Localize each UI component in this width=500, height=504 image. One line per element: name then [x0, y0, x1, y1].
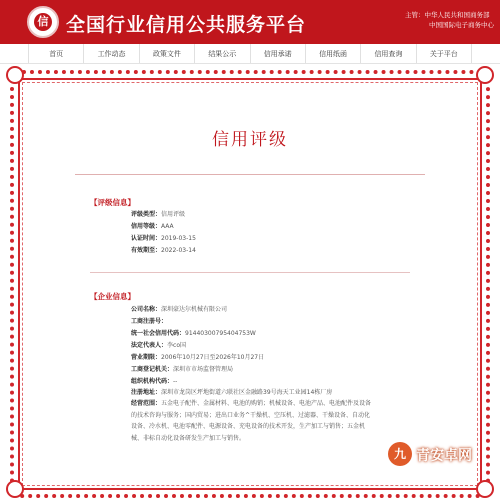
nav-item-query[interactable]: 信用查询 — [360, 44, 415, 63]
section-divider — [90, 272, 410, 273]
business-scope-label: 经营范围： — [131, 400, 162, 407]
nav-item-about[interactable]: 关于平台 — [416, 44, 472, 63]
main-nav — [0, 44, 500, 64]
rating-label: 信用等级： — [131, 223, 162, 230]
sponsor-line-1: 主管：中华人民共和国商务部 — [405, 11, 490, 19]
rating-value: AAA — [161, 223, 174, 230]
company-row-name — [131, 306, 227, 314]
rating-value: 2022-03-14 — [161, 247, 196, 254]
company-row-legal-rep — [131, 342, 186, 350]
nav-item-home[interactable]: 首页 — [28, 44, 83, 63]
corner-ornament-bottom-left — [6, 480, 24, 498]
rating-row-type — [131, 211, 185, 219]
company-row-org-code — [131, 378, 177, 386]
watermark-text: 青安卓网 — [416, 448, 472, 464]
company-label: 法定代表人： — [131, 342, 168, 349]
company-label: 营业期限： — [131, 354, 162, 361]
sponsor-info — [405, 10, 494, 30]
company-value: 深圳市龙岗区坪地街道六联社区金融路39号海天工业园14栋厂房 — [161, 389, 333, 396]
rating-value: 信用评级 — [161, 211, 186, 218]
title-divider — [75, 174, 425, 175]
nav-item-results[interactable]: 结果公示 — [194, 44, 249, 63]
nav-item-letters[interactable]: 信用纸函 — [305, 44, 360, 63]
nav-item-news[interactable]: 工作动态 — [83, 44, 138, 63]
nav-item-commitment[interactable]: 信用承诺 — [250, 44, 305, 63]
company-value: 91440300795404753W — [185, 330, 256, 337]
rating-row-valid-until — [131, 247, 196, 255]
rating-section-heading: 【评级信息】 — [90, 198, 135, 207]
corner-ornament-top-right — [476, 66, 494, 84]
company-label: 工商登记机关： — [131, 366, 174, 373]
rating-label: 认证时间： — [131, 235, 162, 242]
rating-row-cert-date — [131, 235, 196, 243]
company-row-credit-code — [131, 330, 256, 338]
company-value: -- — [173, 378, 178, 385]
company-value: 李co国 — [167, 342, 186, 349]
rating-label: 有效期至： — [131, 247, 162, 254]
company-row-address — [131, 389, 332, 397]
rating-row-level — [131, 223, 174, 231]
company-value: 深圳豪达尔机械有限公司 — [161, 306, 228, 313]
company-label: 工商注册号： — [131, 318, 168, 325]
site-logo[interactable] — [27, 6, 59, 38]
company-value: 深圳市市场监督管理局 — [173, 366, 234, 373]
watermark-logo-icon: 九 — [388, 442, 412, 466]
company-label: 公司名称： — [131, 306, 162, 313]
company-section-heading: 【企业信息】 — [90, 292, 135, 301]
certificate-title: 信用评级 — [212, 130, 288, 150]
company-label: 注册地址： — [131, 389, 162, 396]
company-value: 2006年10月27日至2026年10月27日 — [161, 354, 265, 361]
logo-icon: 信 — [34, 13, 52, 31]
corner-ornament-top-left — [6, 66, 24, 84]
corner-ornament-bottom-right — [476, 480, 494, 498]
company-row-authority — [131, 366, 233, 374]
company-row-reg-no — [131, 318, 167, 326]
sponsor-line-2: 中国国际电子商务中心 — [429, 21, 494, 29]
business-scope-value: 五金电子配件、金属材料、电池的购销；机械设备、电池产品、电池配件及设备的技术咨询与服务；国内贸易；进出口业务^干燥机、空压机、过滤器、干燥设备、自动化设备、冷水机、电池零配件、电源设备、充电设备的技术开发，生产加工与销售；五金机械、非标自动化设备研发生产加工与销售。 — [131, 400, 372, 442]
business-scope — [131, 398, 376, 444]
rating-label: 评级类型： — [131, 211, 162, 218]
rating-value: 2019-03-15 — [161, 235, 196, 242]
nav-item-policy[interactable]: 政策文件 — [139, 44, 194, 63]
company-label: 统一社会信用代码： — [131, 330, 186, 337]
company-row-term — [131, 354, 264, 362]
site-watermark — [388, 440, 498, 468]
company-label: 组织机构代码： — [131, 378, 174, 385]
site-header — [0, 0, 500, 44]
site-title: 全国行业信用公共服务平台 — [66, 14, 307, 36]
